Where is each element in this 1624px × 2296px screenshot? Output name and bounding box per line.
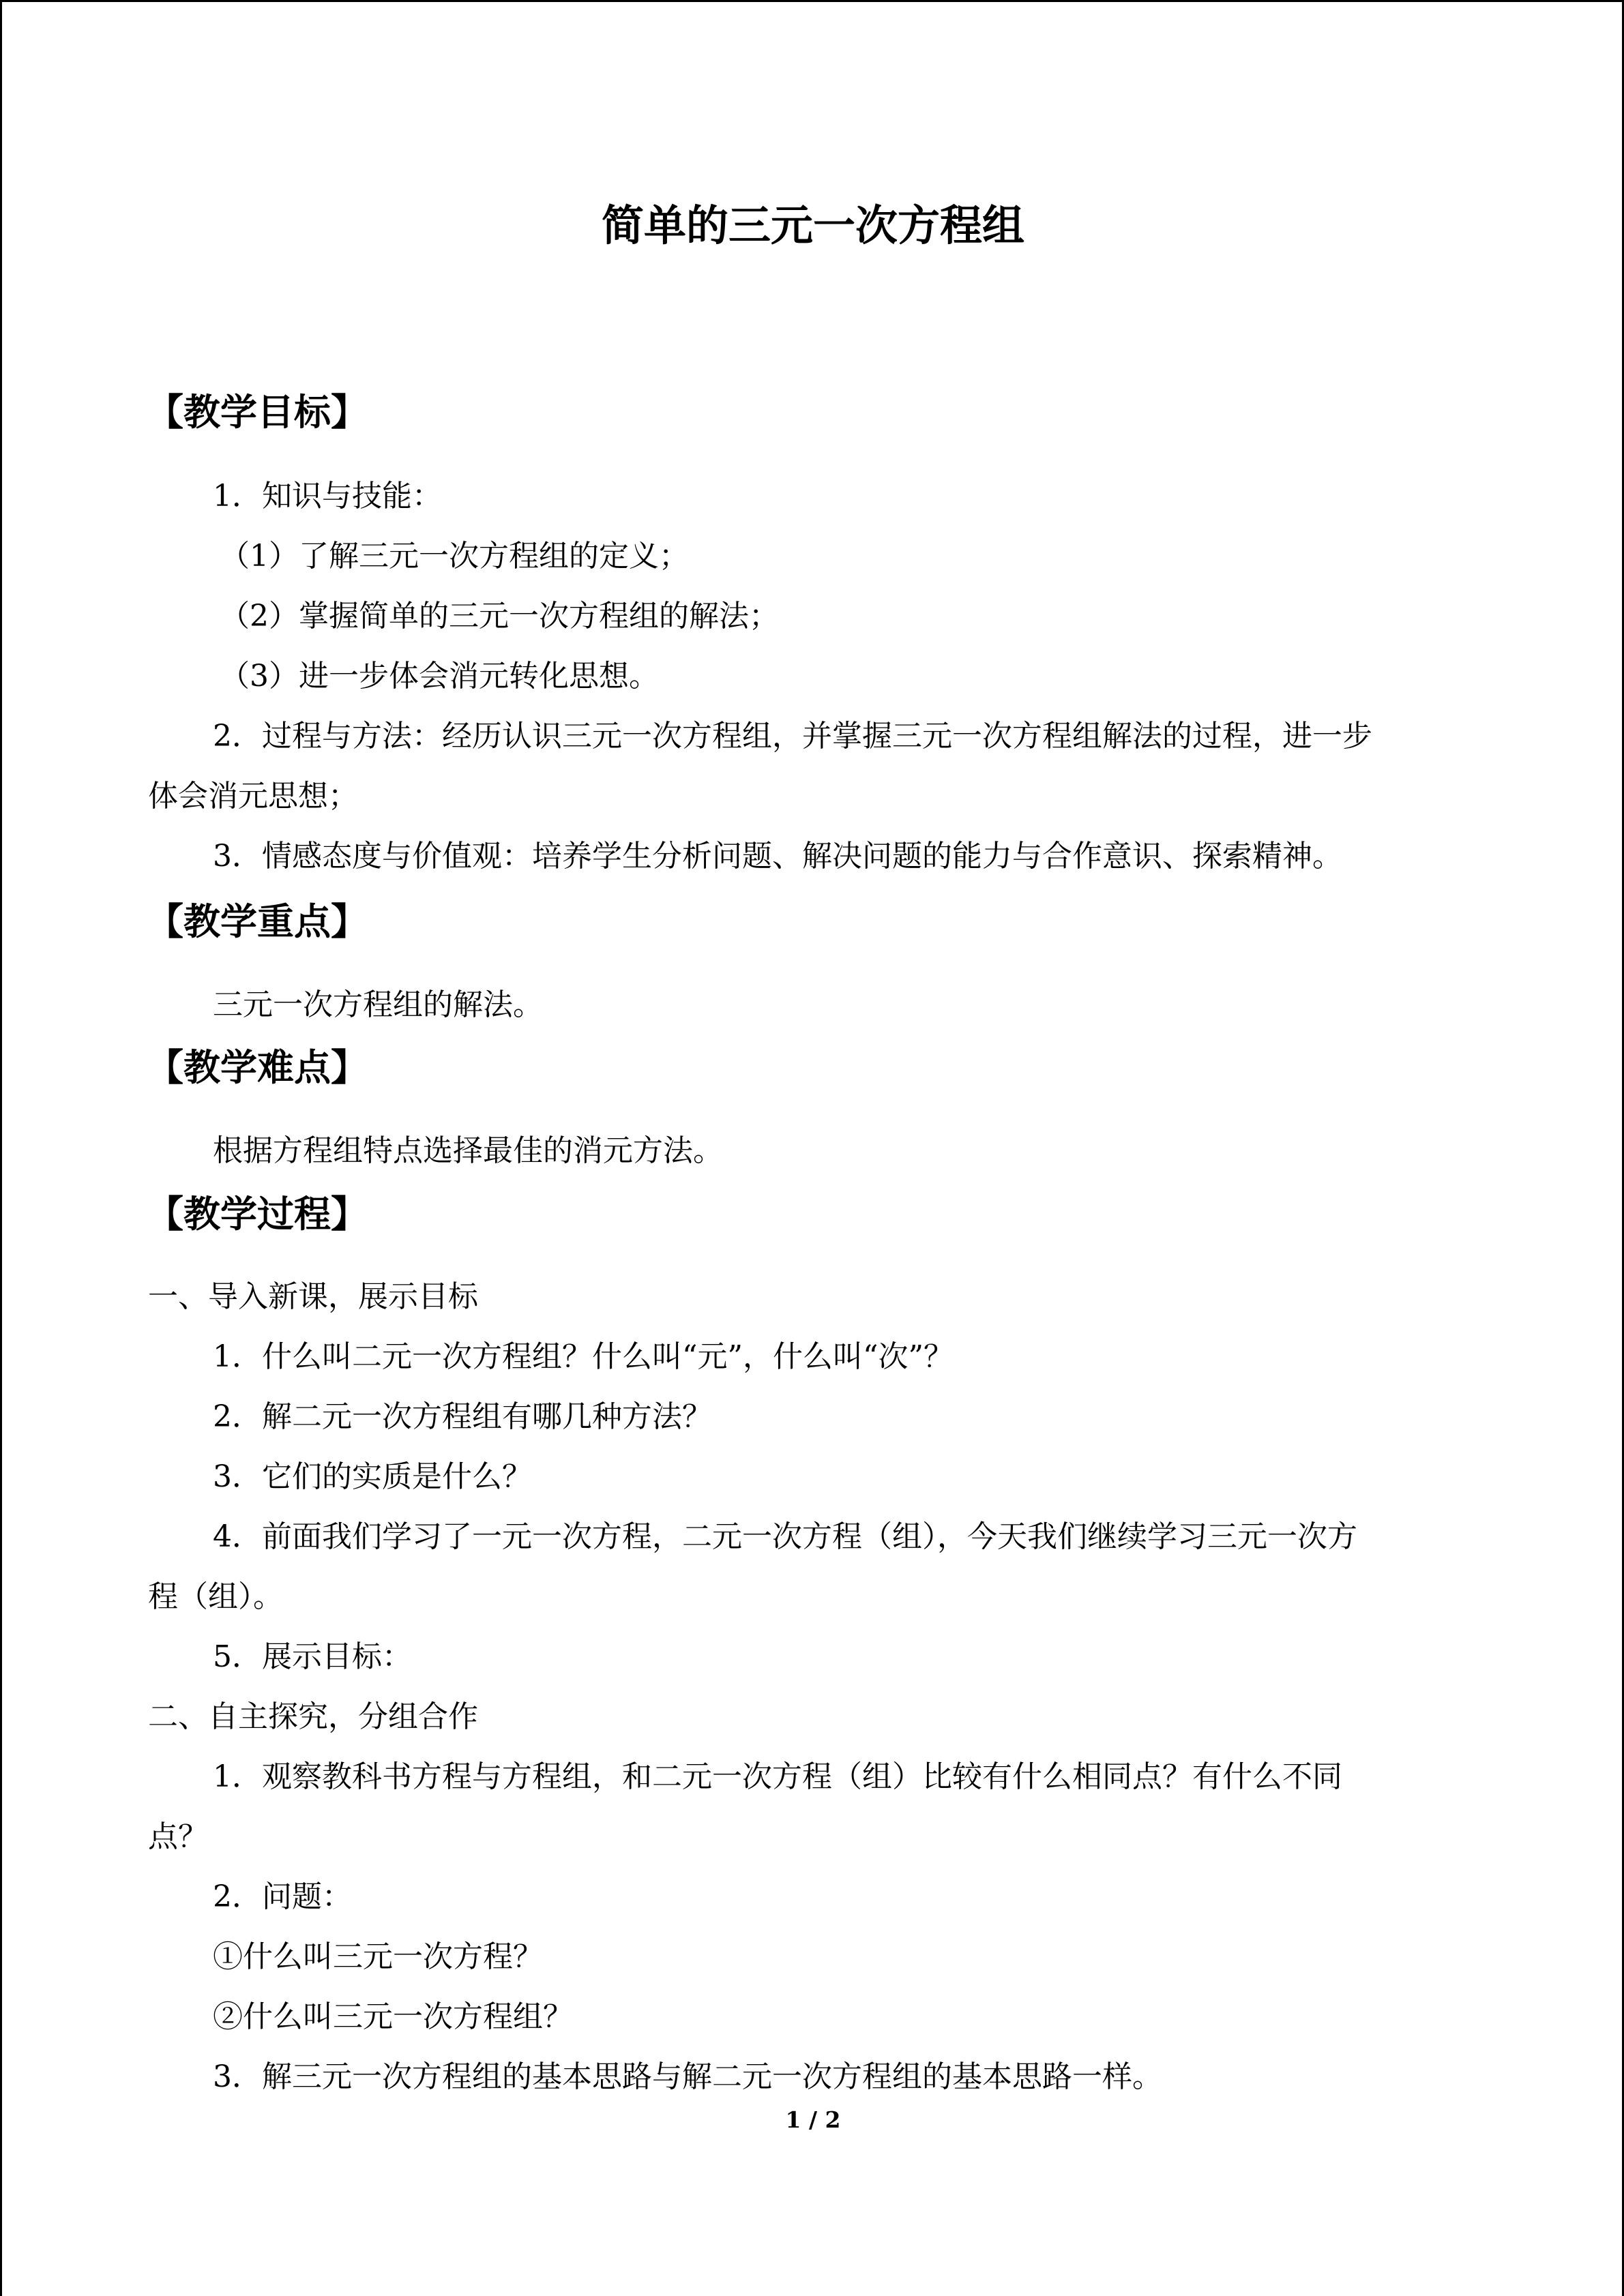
section-heading-key-points: 【教学重点】	[147, 900, 368, 943]
process-line-2: 1．什么叫二元一次方程组？什么叫“元”，什么叫“次”？	[213, 1339, 954, 1374]
objectives-line-2: （1）了解三元一次方程组的定义；	[220, 539, 689, 573]
process-line-8: 二、自主探究，分组合作	[148, 1699, 478, 1734]
process-line-7: 5．展示目标：	[213, 1639, 412, 1674]
key-points-line-1: 三元一次方程组的解法。	[213, 987, 543, 1022]
objectives-line-4: （3）进一步体会消元转化思想。	[220, 659, 659, 694]
objectives-line-7: 3．情感态度与价值观：培养学生分析问题、解决问题的能力与合作意识、探索精神。	[213, 839, 1342, 874]
process-line-11: 2．问题：	[213, 1879, 352, 1914]
process-line-12: ①什么叫三元一次方程？	[213, 1939, 543, 1974]
process-line-9: 1．观察教科书方程与方程组，和二元一次方程（组）比较有什么相同点？有什么不同	[213, 1759, 1342, 1794]
process-line-6: 程（组）。	[148, 1579, 283, 1614]
difficulties-line-1: 根据方程组特点选择最佳的消元方法。	[213, 1133, 723, 1168]
section-heading-process: 【教学过程】	[147, 1193, 368, 1236]
objectives-line-1: 1．知识与技能：	[213, 479, 442, 513]
process-line-3: 2．解二元一次方程组有哪几种方法？	[213, 1399, 712, 1434]
process-line-1: 一、导入新课，展示目标	[148, 1279, 478, 1314]
section-heading-difficulties: 【教学难点】	[147, 1046, 368, 1089]
page-number: 1 / 2	[785, 2106, 841, 2133]
objectives-line-5: 2．过程与方法：经历认识三元一次方程组，并掌握三元一次方程组解法的过程，进一步	[213, 719, 1372, 754]
document-title: 简单的三元一次方程组	[601, 200, 1024, 250]
process-line-5: 4．前面我们学习了一元一次方程，二元一次方程（组），今天我们继续学习三元一次方	[213, 1519, 1357, 1554]
process-line-13: ②什么叫三元一次方程组？	[213, 1999, 573, 2034]
section-heading-objectives: 【教学目标】	[147, 391, 368, 434]
objectives-line-6: 体会消元思想；	[148, 779, 358, 814]
process-line-14: 3．解三元一次方程组的基本思路与解二元一次方程组的基本思路一样。	[213, 2059, 1162, 2094]
process-line-10: 点？	[148, 1819, 208, 1854]
objectives-line-3: （2）掌握简单的三元一次方程组的解法；	[220, 599, 779, 633]
process-line-4: 3．它们的实质是什么？	[213, 1459, 532, 1494]
